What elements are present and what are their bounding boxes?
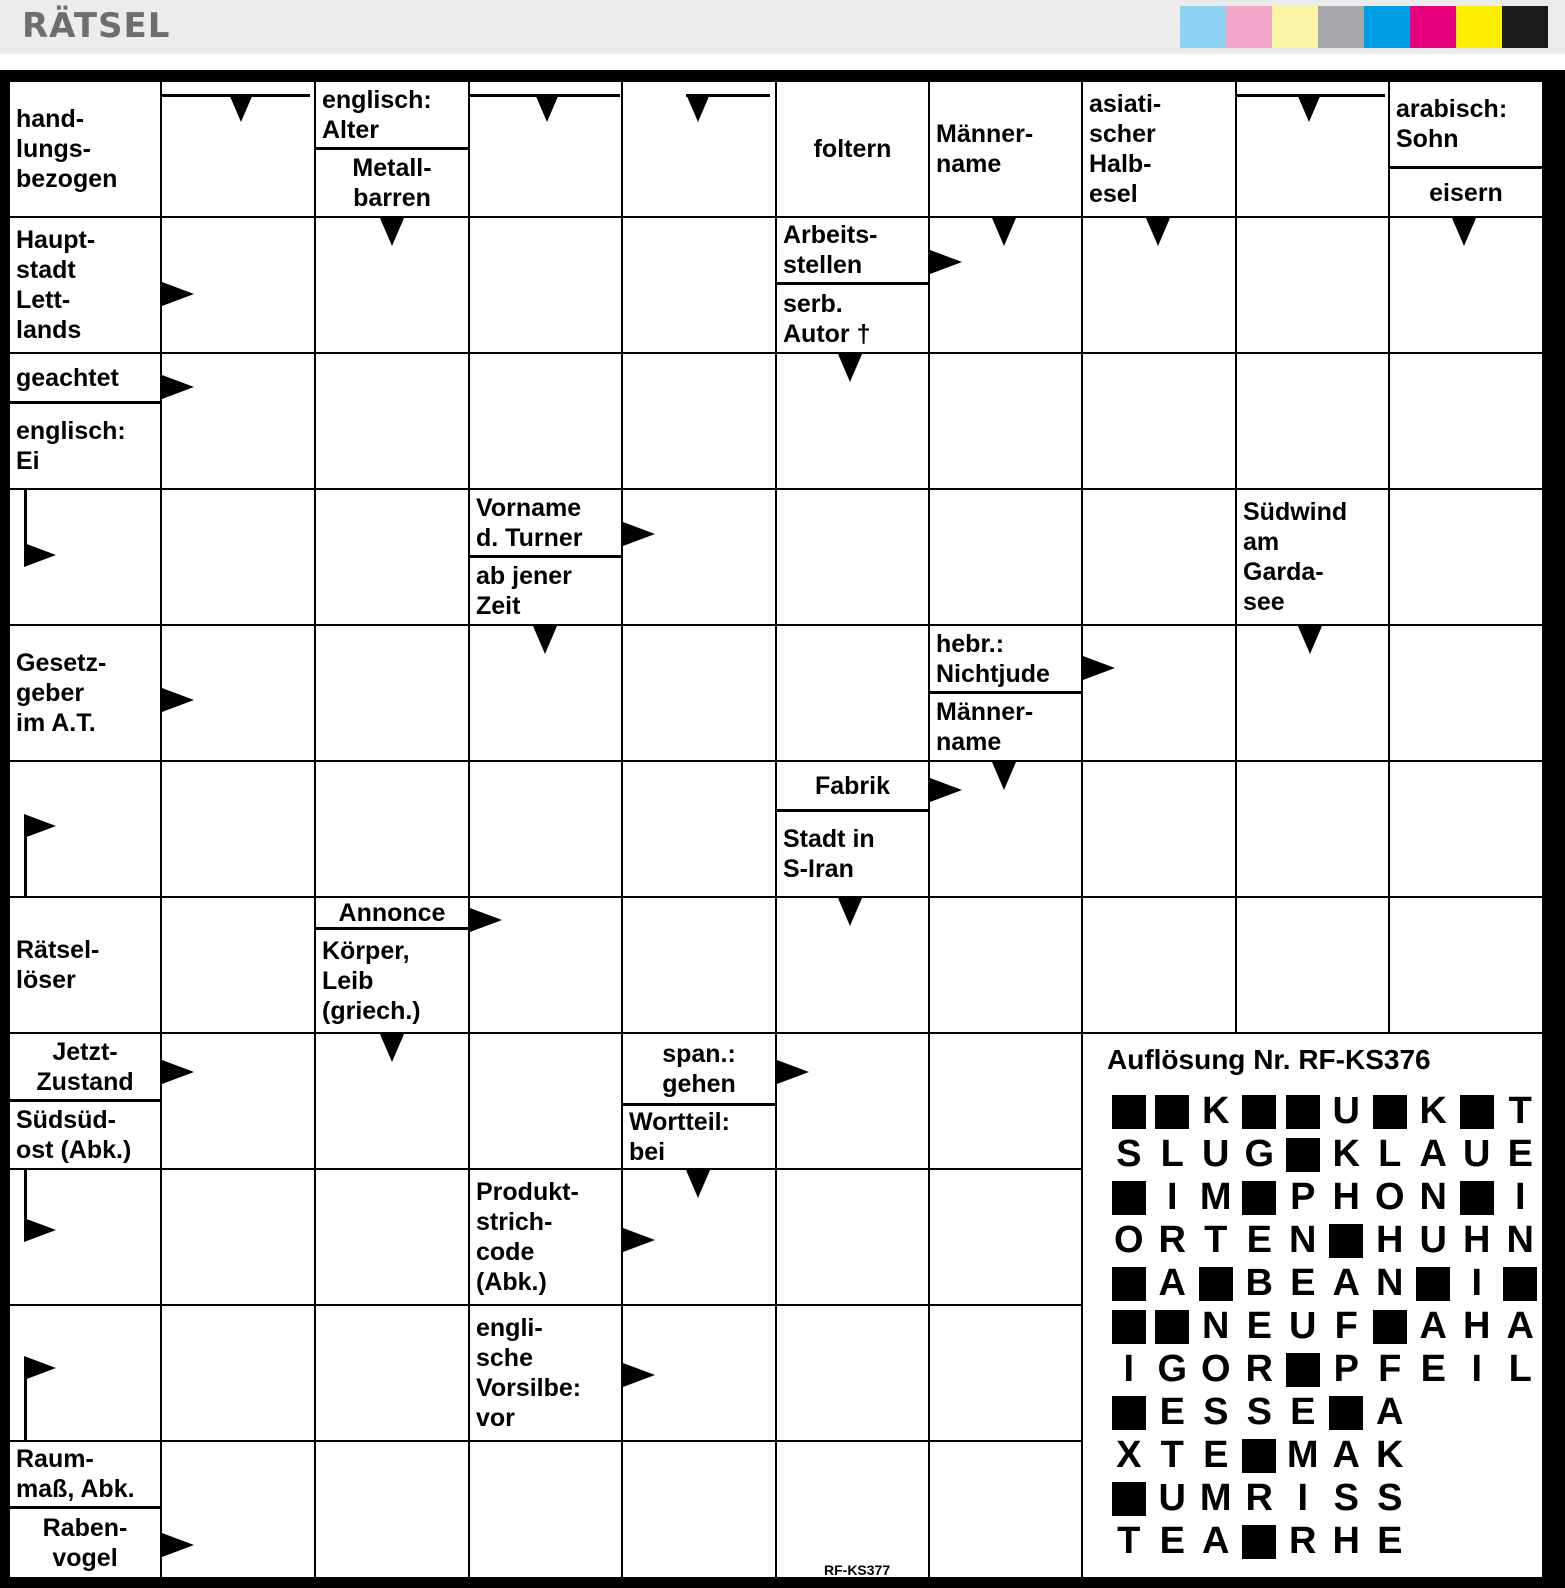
answer-cell[interactable]: [930, 898, 1081, 1032]
clue-cell: Raben- vogel: [10, 1509, 160, 1577]
answer-cell[interactable]: [1083, 626, 1235, 760]
solution-block: [1455, 1176, 1499, 1219]
answer-cell[interactable]: [316, 626, 468, 760]
solution-block: [1368, 1090, 1412, 1133]
solution-letter: E: [1203, 1434, 1229, 1476]
solution-row: [1107, 1305, 1542, 1348]
page-title: RÄTSEL: [22, 6, 171, 46]
color-swatch: [1226, 6, 1272, 48]
answer-cell[interactable]: [316, 1170, 468, 1304]
arrow-down-icon: [992, 762, 1016, 790]
arrow-down-icon: [380, 1034, 404, 1062]
solution-block: [1368, 1305, 1412, 1348]
clue-cell: Vorname d. Turner: [470, 490, 621, 555]
arrow-down-icon: [1146, 218, 1170, 246]
solution-block: [1238, 1434, 1282, 1477]
clue-cell: Gesetz- geber im A.T.: [10, 626, 160, 760]
clue-cell: Wortteil: bei: [623, 1106, 775, 1168]
solution-letter: G: [1157, 1348, 1188, 1390]
puzzle-code: RF-KS377: [824, 1562, 891, 1578]
solution-letter: K: [1202, 1090, 1230, 1132]
arrow-right-icon: [24, 543, 56, 567]
answer-cell[interactable]: [470, 762, 621, 896]
answer-cell[interactable]: [1237, 218, 1388, 352]
solution-row: [1107, 1176, 1542, 1219]
clue-cell: Produkt- strich- code (Abk.): [470, 1170, 621, 1304]
solution-block: [1412, 1262, 1456, 1305]
arrow-right-icon: [24, 1218, 56, 1242]
clue-cell: Männer- name: [930, 82, 1081, 216]
clue-cell: eisern: [1390, 169, 1542, 216]
solution-letter: R: [1245, 1477, 1273, 1519]
arrow-right-icon: [162, 1533, 194, 1557]
solution-letter: P: [1290, 1176, 1316, 1218]
solution-block: [1325, 1219, 1369, 1262]
answer-cell[interactable]: [316, 1306, 468, 1440]
solution-letter: A: [1332, 1262, 1360, 1304]
clue-cell: Jetzt- Zustand: [10, 1034, 160, 1099]
solution-block: [1238, 1090, 1282, 1133]
arrow-down-icon: [1297, 94, 1321, 122]
arrow-right-icon: [1083, 656, 1115, 680]
solution-letter: S: [1116, 1133, 1142, 1175]
solution-letter: F: [1334, 1305, 1358, 1347]
answer-cell[interactable]: [930, 1170, 1081, 1304]
bent-arrow-stem: [162, 94, 310, 97]
clue-cell: Männer- name: [930, 694, 1081, 760]
answer-cell[interactable]: [777, 1034, 928, 1168]
header-bar: [0, 0, 1565, 54]
answer-cell[interactable]: [316, 1442, 468, 1577]
solution-block: [1238, 1176, 1282, 1219]
arrow-down-icon: [1452, 218, 1476, 246]
bent-arrow-stem: [1237, 94, 1385, 97]
solution-letter: O: [1200, 1348, 1231, 1390]
clue-cell: asiati- scher Halb- esel: [1083, 82, 1235, 216]
solution-letter: I: [1166, 1176, 1178, 1218]
arrow-down-icon: [838, 354, 862, 382]
answer-cell[interactable]: [777, 1306, 928, 1440]
bent-arrow-stem: [470, 94, 620, 97]
solution-letter: X: [1116, 1434, 1142, 1476]
solution-letter: A: [1376, 1391, 1404, 1433]
solution-block: [1151, 1305, 1195, 1348]
solution-letter: H: [1332, 1176, 1360, 1218]
solution-letter: T: [1160, 1434, 1184, 1476]
answer-cell[interactable]: [930, 490, 1081, 624]
arrow-right-icon: [162, 1060, 194, 1084]
solution-letter: A: [1158, 1262, 1186, 1304]
answer-cell[interactable]: [623, 626, 775, 760]
solution-letter: U: [1463, 1133, 1491, 1175]
solution-letter: E: [1246, 1305, 1272, 1347]
clue-cell: Rätsel- löser: [10, 898, 160, 1032]
solution-letter: A: [1506, 1305, 1534, 1347]
answer-cell[interactable]: [470, 218, 621, 352]
solution-letter: L: [1160, 1133, 1184, 1175]
solution-letter: A: [1419, 1133, 1447, 1175]
answer-cell[interactable]: [1237, 898, 1388, 1032]
solution-row: [1107, 1090, 1542, 1133]
answer-cell[interactable]: [930, 1306, 1081, 1440]
answer-cell[interactable]: [777, 490, 928, 624]
solution-letter: H: [1332, 1520, 1360, 1562]
crossword-grid: [0, 70, 1565, 1588]
solution-letter: L: [1378, 1133, 1402, 1175]
solution-letter: H: [1463, 1305, 1491, 1347]
arrow-right-icon: [24, 814, 56, 838]
solution-letter: E: [1377, 1520, 1403, 1562]
solution-letter: A: [1419, 1305, 1447, 1347]
solution-letter: N: [1376, 1262, 1404, 1304]
solution-letter: U: [1289, 1305, 1317, 1347]
clue-cell: span.: gehen: [623, 1034, 775, 1103]
solution-letter: I: [1471, 1262, 1483, 1304]
answer-cell[interactable]: [470, 1034, 621, 1168]
answer-cell[interactable]: [623, 354, 775, 488]
solution-letter: U: [1419, 1219, 1447, 1261]
answer-cell[interactable]: [162, 1034, 314, 1168]
clue-cell: engli- sche Vorsilbe: vor: [470, 1306, 621, 1440]
solution-letter: L: [1508, 1348, 1532, 1390]
solution-letter: M: [1199, 1477, 1232, 1519]
answer-cell[interactable]: [1237, 354, 1388, 488]
solution-letter: K: [1376, 1434, 1404, 1476]
color-swatch: [1180, 6, 1226, 48]
clue-cell: Südsüd- ost (Abk.): [10, 1102, 160, 1168]
answer-cell[interactable]: [1083, 898, 1235, 1032]
clue-cell: englisch: Alter: [316, 82, 468, 147]
answer-cell[interactable]: [162, 1306, 314, 1440]
solution-letter: N: [1419, 1176, 1447, 1218]
solution-letter: S: [1203, 1391, 1229, 1433]
clue-cell: englisch: Ei: [10, 404, 160, 488]
answer-cell[interactable]: [1083, 490, 1235, 624]
solution-letter: S: [1246, 1391, 1272, 1433]
solution-block: [1107, 1305, 1151, 1348]
solution-row: [1107, 1520, 1412, 1563]
color-swatch: [1410, 6, 1456, 48]
solution-block: [1455, 1090, 1499, 1133]
answer-cell[interactable]: [623, 1442, 775, 1577]
solution-letter: T: [1117, 1520, 1141, 1562]
clue-cell: Haupt- stadt Lett- lands: [10, 218, 160, 352]
clue-cell: Raum- maß, Abk.: [10, 1442, 160, 1506]
clue-cell: Stadt in S-Iran: [777, 812, 928, 896]
clue-cell: Arbeits- stellen: [777, 218, 928, 282]
solution-letter: I: [1471, 1348, 1483, 1390]
clue-cell: geachtet: [10, 354, 160, 401]
solution-letter: G: [1244, 1133, 1275, 1175]
solution-letter: R: [1289, 1520, 1317, 1562]
solution-letter: A: [1332, 1434, 1360, 1476]
clue-cell: Metall- barren: [316, 150, 468, 216]
solution-letter: I: [1123, 1348, 1135, 1390]
clue-cell: Körper, Leib (griech.): [316, 930, 468, 1032]
solution-letter: E: [1159, 1520, 1185, 1562]
arrow-right-icon: [623, 1228, 655, 1252]
solution-letter: K: [1419, 1090, 1447, 1132]
solution-letter: S: [1377, 1477, 1403, 1519]
arrow-right-icon: [930, 778, 962, 802]
solution-letter: M: [1199, 1176, 1232, 1218]
answer-cell[interactable]: [316, 490, 468, 624]
solution-row: [1107, 1391, 1412, 1434]
solution-block: [1107, 1176, 1151, 1219]
color-swatch: [1364, 6, 1410, 48]
clue-cell: foltern: [777, 82, 928, 216]
color-swatch: [1272, 6, 1318, 48]
solution-letter: N: [1506, 1219, 1534, 1261]
arrow-right-icon: [930, 250, 962, 274]
answer-cell[interactable]: [777, 1170, 928, 1304]
answer-cell[interactable]: [623, 762, 775, 896]
solution-row: [1107, 1219, 1542, 1262]
answer-cell[interactable]: [930, 1442, 1081, 1577]
solution-block: [1499, 1262, 1543, 1305]
arrow-down-icon: [838, 898, 862, 926]
solution-block: [1107, 1391, 1151, 1434]
arrow-down-icon: [686, 1170, 710, 1198]
answer-cell[interactable]: [1390, 626, 1542, 760]
arrow-down-icon: [533, 626, 557, 654]
answer-cell[interactable]: [162, 762, 314, 896]
answer-cell[interactable]: [777, 626, 928, 760]
answer-cell[interactable]: [623, 490, 775, 624]
solution-letter: F: [1378, 1348, 1402, 1390]
answer-cell[interactable]: [1390, 762, 1542, 896]
solution-letter: E: [1507, 1133, 1533, 1175]
answer-cell[interactable]: [1237, 762, 1388, 896]
bent-arrow-stem: [686, 94, 770, 97]
answer-cell[interactable]: [162, 1170, 314, 1304]
answer-cell[interactable]: [623, 218, 775, 352]
arrow-down-icon: [686, 94, 710, 122]
answer-cell[interactable]: [930, 354, 1081, 488]
arrow-right-icon: [470, 908, 502, 932]
solution-letter: M: [1286, 1434, 1319, 1476]
solution-letter: U: [1158, 1477, 1186, 1519]
solution-block: [1107, 1262, 1151, 1305]
solution-block: [1281, 1090, 1325, 1133]
arrow-down-icon: [380, 218, 404, 246]
arrow-down-icon: [229, 94, 253, 122]
solution-row: [1107, 1133, 1542, 1176]
solution-letter: E: [1290, 1391, 1316, 1433]
solution-block: [1107, 1477, 1151, 1520]
color-swatch: [1502, 6, 1548, 48]
solution-letter: N: [1289, 1219, 1317, 1261]
solution-row: [1107, 1262, 1542, 1305]
answer-cell[interactable]: [777, 1442, 928, 1577]
clue-cell: hand- lungs- bezogen: [10, 82, 160, 216]
clue-cell: serb. Autor †: [777, 285, 928, 352]
solution-letter: O: [1113, 1219, 1144, 1261]
solution-panel: [1083, 1034, 1542, 1577]
solution-block: [1151, 1090, 1195, 1133]
solution-block: [1107, 1090, 1151, 1133]
answer-cell[interactable]: [1390, 898, 1542, 1032]
arrow-right-icon: [24, 1356, 56, 1380]
answer-cell[interactable]: [470, 1442, 621, 1577]
arrow-right-icon: [623, 1363, 655, 1387]
solution-letter: R: [1158, 1219, 1186, 1261]
answer-cell[interactable]: [1390, 354, 1542, 488]
answer-cell[interactable]: [1083, 354, 1235, 488]
color-swatch: [1456, 6, 1502, 48]
solution-row: [1107, 1477, 1412, 1520]
answer-cell[interactable]: [470, 354, 621, 488]
solution-row: [1107, 1434, 1412, 1477]
solution-block: [1194, 1262, 1238, 1305]
answer-cell[interactable]: [930, 1034, 1081, 1168]
solution-letter: O: [1374, 1176, 1405, 1218]
solution-letter: E: [1246, 1219, 1272, 1261]
solution-letter: U: [1202, 1133, 1230, 1175]
clue-cell: Fabrik: [777, 762, 928, 809]
solution-letter: N: [1202, 1305, 1230, 1347]
arrow-right-icon: [623, 522, 655, 546]
solution-letter: E: [1159, 1391, 1185, 1433]
solution-letter: R: [1245, 1348, 1273, 1390]
arrow-right-icon: [162, 282, 194, 306]
solution-block: [1325, 1391, 1369, 1434]
solution-letter: K: [1332, 1133, 1360, 1175]
color-swatch: [1318, 6, 1364, 48]
solution-letter: P: [1333, 1348, 1359, 1390]
answer-cell[interactable]: [316, 762, 468, 896]
solution-letter: E: [1420, 1348, 1446, 1390]
answer-cell[interactable]: [1083, 762, 1235, 896]
answer-cell[interactable]: [1390, 490, 1542, 624]
clue-cell: arabisch: Sohn: [1390, 82, 1542, 166]
solution-letter: S: [1333, 1477, 1359, 1519]
solution-letter: I: [1514, 1176, 1526, 1218]
clue-cell: ab jener Zeit: [470, 558, 621, 624]
answer-cell[interactable]: [162, 898, 314, 1032]
answer-cell[interactable]: [316, 354, 468, 488]
solution-letter: I: [1297, 1477, 1309, 1519]
answer-cell[interactable]: [162, 490, 314, 624]
solution-letter: A: [1202, 1520, 1230, 1562]
solution-letter: H: [1463, 1219, 1491, 1261]
answer-cell[interactable]: [623, 898, 775, 1032]
solution-letter: H: [1376, 1219, 1404, 1261]
arrow-down-icon: [535, 94, 559, 122]
solution-block: [1238, 1520, 1282, 1563]
solution-block: [1281, 1133, 1325, 1176]
clue-cell: hebr.: Nichtjude: [930, 626, 1081, 691]
solution-block: [1281, 1348, 1325, 1391]
solution-title: Auflösung Nr. RF-KS376: [1107, 1044, 1431, 1075]
solution-letter: T: [1204, 1219, 1228, 1261]
solution-letter: U: [1332, 1090, 1360, 1132]
solution-letter: T: [1508, 1090, 1532, 1132]
arrow-down-icon: [1298, 626, 1322, 654]
solution-row: [1107, 1348, 1542, 1391]
arrow-right-icon: [162, 375, 194, 399]
clue-cell: Annonce: [316, 898, 468, 927]
arrow-down-icon: [992, 218, 1016, 246]
solution-letter: E: [1290, 1262, 1316, 1304]
arrow-right-icon: [777, 1060, 809, 1084]
solution-letter: B: [1245, 1262, 1273, 1304]
clue-cell: Südwind am Garda- see: [1237, 490, 1388, 624]
arrow-right-icon: [162, 688, 194, 712]
color-bar: [1180, 6, 1548, 48]
